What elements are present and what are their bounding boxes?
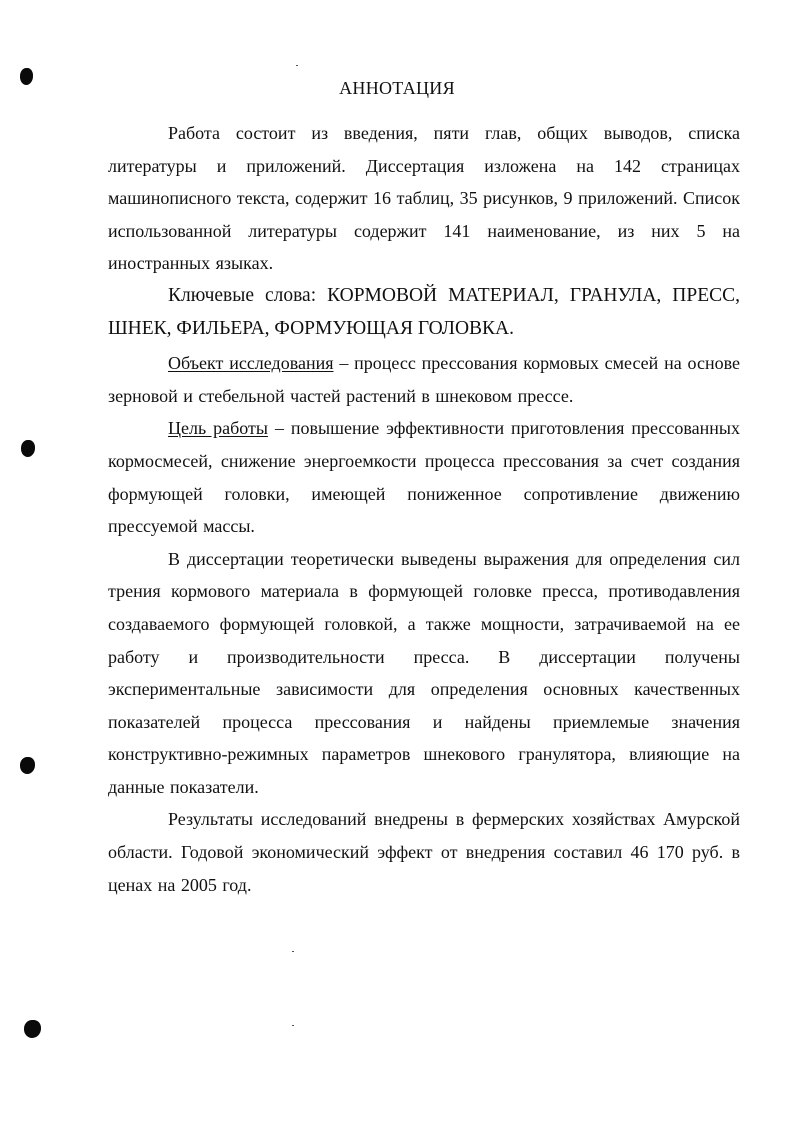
research-goal-label: Цель работы bbox=[168, 418, 268, 439]
structure-paragraph: Работа состоит из введения, пяти глав, общих выводов, списка литературы и приложений. Диссертация изложена на 142 страницах машинописного текста, содержит 16 таблиц, 35 рисунков, 9 приложений. Список использованной литературы содержит 141 наименование, из них 5 на иностранных языках. bbox=[108, 123, 740, 274]
punch-hole-mark bbox=[20, 757, 35, 774]
scan-speck bbox=[296, 65, 298, 66]
implementation-paragraph: Результаты исследований внедрены в фермерских хозяйствах Амурской области. Годовой экономический эффект от внедрения составил 46 170 руб. в ценах на 2005 год. bbox=[108, 809, 740, 895]
research-goal-paragraph bbox=[108, 412, 740, 542]
research-object-text: – процесс прессования кормовых смесей на основе зерновой и стебельной частей растений в шнековом прессе. bbox=[108, 353, 740, 406]
keywords-paragraph: Ключевые слова: КОРМОВОЙ МАТЕРИАЛ, ГРАНУЛА, ПРЕСС, ШНЕК, ФИЛЬЕРА, ФОРМУЮЩАЯ ГОЛОВКА. bbox=[108, 284, 740, 339]
page-title: АННОТАЦИЯ bbox=[339, 78, 455, 98]
punch-hole-mark bbox=[21, 440, 35, 457]
research-goal-text: – повышение эффективности приготовления прессованных кормосмесей, снижение энергоемкости процесса прессования за счет создания формующей головки, имеющей пониженное сопротивление движению прессуемой массы. bbox=[108, 418, 740, 537]
scan-speck bbox=[292, 951, 294, 952]
dissertation-results-paragraph: В диссертации теоретически выведены выражения для определения сил трения кормового материала в формующей головке пресса, противодавления создаваемого формующей головкой, а также мощности, затрачиваемой на ее работу и производительности пресса. В диссертации получены экспериментальные зависимости для определения основных качественных показателей процесса прессования и найдены приемлемые значения конструктивно-режимных параметров шнекового гранулятора, влияющие на данные показатели. bbox=[108, 548, 740, 797]
punch-hole-mark bbox=[24, 1020, 41, 1038]
abstract-body bbox=[108, 117, 740, 901]
research-object-paragraph bbox=[108, 347, 740, 412]
research-object-label: Объект исследования bbox=[168, 353, 334, 374]
scan-speck bbox=[292, 1025, 294, 1026]
